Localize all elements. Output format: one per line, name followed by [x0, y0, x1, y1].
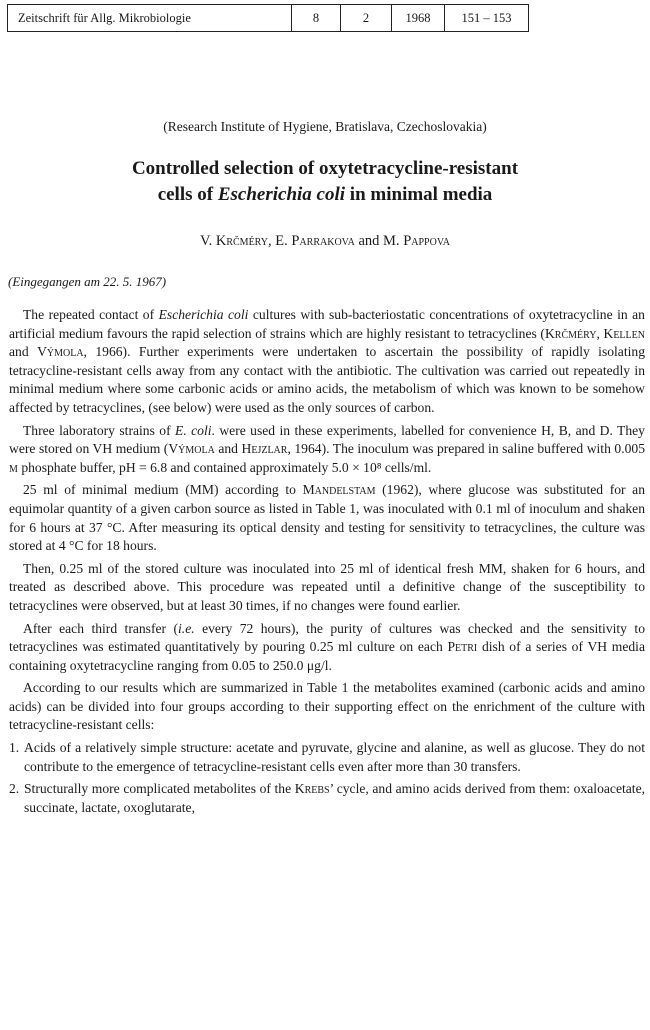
paragraph: Then, 0.25 ml of the stored culture was inoculated into 25 ml of identical fresh MM, shaken for 6 hours, and treated as described above. This procedure was repeated until a definitive change of the susceptibility to tetracyclines were observed, but at least 30 times, if no changes were found earlier.: [9, 560, 645, 613]
author-name: Parrakova: [291, 233, 355, 249]
institution: (Research Institute of Hygiene, Bratislava, Czechoslovakia): [163, 119, 487, 134]
paragraph: According to our results which are summarized in Table 1 the metabolites examined (carbonic acids and amino acids) can be divided into four groups according to their supporting effect on the enrichment of the culture with tetracycline-resistant cells:: [9, 680, 645, 733]
paper-title: [0, 156, 650, 208]
paragraph: 25 ml of minimal medium (MM) according to Mandelstam (1962), where glucose was substituted for an equimolar quantity of a given carbon source as listed in Table 1, was inoculated with 0.1 ml of inoculum and shaken for 6 hours at 37 °C. After measuring its optical density and testing for sensitivity to tetracyclines, the culture was stored at 4 °C for 18 hours.: [9, 482, 646, 554]
title-line-2: cells of Escherichia coli in minimal media: [157, 184, 493, 205]
journal-pages: 151 – 153: [444, 5, 528, 31]
journal-year: 1968: [391, 5, 444, 31]
journal-name: Zeitschrift für Allg. Mikrobiologie: [18, 11, 191, 25]
authors: V. Krčméry, E. Parrakova and M. Pappova: [200, 233, 450, 249]
paragraph: The repeated contact of Escherichia coli cultures with sub-bacteriostatic concentrations of oxytetracycline in an artificial medium favours the rapid selection of strains which are highly resistant to tetracyclines (Krčméry, Kellen and Výmola, 1966). Further experiments were undertaken to ascertain the possibility of rapidly isolating tetracycline-resistant cells away from any contact with the antibiotic. The cultivation was carried out repeatedly in minimal medium where some carbonic acids or amino acids, the metabolism of which was known to be somehow affected by tetracyclines, (see below) were used as the only sources of carbon.: [9, 307, 645, 415]
article-body: [9, 306, 645, 821]
journal-issue: 2: [340, 5, 391, 31]
journal-header: [7, 4, 529, 32]
title-line-1: Controlled selection of oxytetracycline-resistant: [131, 158, 519, 179]
list-item: 2. Structurally more complicated metabolites of the Krebs’ cycle, and amino acids derived from them: oxaloacetate, succinate, lactate, oxoglutarate,: [9, 781, 645, 815]
paragraph: Three laboratory strains of E. coli. were used in these experiments, labelled for convenience H, B, and D. They were stored on VH medium (Výmola and Hejzlar, 1964). The inoculum was prepared in saline buffered with 0.005 m phosphate buffer, pH = 6.8 and contained approximately 5.0 × 10⁸ cells/ml.: [9, 422, 645, 475]
list-item: 1. Acids of a relatively simple structure: acetate and pyruvate, glycine and alanine, as well as glucose. They do not contribute to the emergence of tetracycline-resistant cells even after more than 30 transfers.: [9, 740, 645, 774]
journal-volume: 8: [291, 5, 340, 31]
received-date: (Eingegangen am 22. 5. 1967): [8, 274, 167, 289]
author-name: Krčméry: [215, 233, 269, 249]
author-name: Pappova: [403, 233, 450, 249]
paragraph: After each third transfer (i.e. every 72 hours), the purity of cultures was checked and the sensitivity to tetracyclines was estimated quantitatively by pouring 0.25 ml culture on each Petri dish of a series of VH media containing oxytetracycline ranging from 0.05 to 250.0 μg/l.: [9, 620, 645, 673]
